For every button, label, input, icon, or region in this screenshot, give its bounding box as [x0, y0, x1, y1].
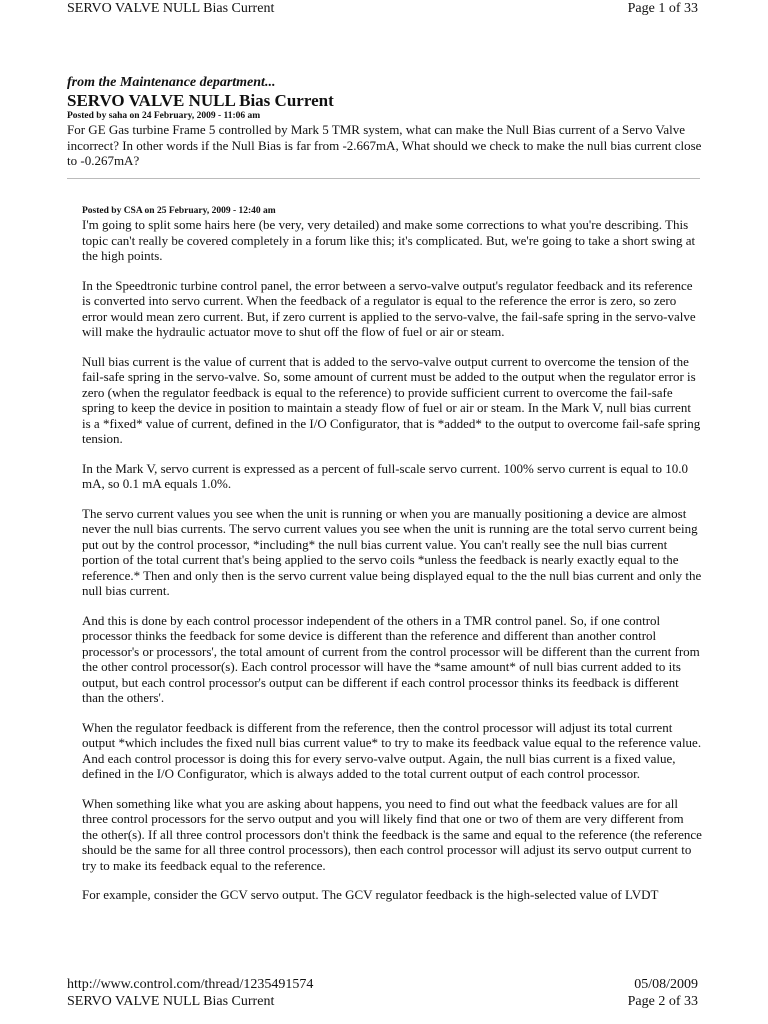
reply-paragraph: In the Speedtronic turbine control panel, the error between a servo-valve output's regulator feedback and its reference is converted into servo current. When the feedback of a regulator is equal to the reference the error is zero, so zero error would mean zero current. But, if zero current is applied to the servo-valve, the fail-safe spring in the servo-valve will make the hydraulic actuator move to shut off the flow of fuel or air or steam.: [82, 277, 696, 339]
reply-paragraph: For example, consider the GCV servo output. The GCV regulator feedback is the high-selected value of LVDT: [82, 887, 659, 902]
reply-paragraph: Null bias current is the value of current that is added to the servo-valve output current to overcome the tension of the fail-safe spring in the servo-valve. So, some amount of current must be added to the output when the regulator error is zero (when the regulator feedback is equal to the reference) to provide sufficient current to overcome the fail-safe spring to keep the device in position to maintain a steady flow of fuel or air or steam. In the Mark V, null bias current is a *fixed* value of current, defined in the I/O Configurator, that is *added* to the output to overcome fail-safe spring tension.: [82, 353, 701, 446]
divider: [67, 178, 700, 179]
footer-url[interactable]: http://www.control.com/thread/1235491574: [67, 977, 314, 992]
reply-posted-by: Posted by CSA on 25 February, 2009 - 12:40 am: [82, 206, 276, 216]
reply-post: [82, 205, 702, 917]
reply-paragraph: I'm going to split some hairs here (be very, very detailed) and make some corrections to what you're describing. This topic can't really be covered completely in a forum like this; it's complicated. But, we're going to take a short swing at the high points.: [82, 217, 696, 263]
footer-title: SERVO VALVE NULL Bias Current: [67, 994, 275, 1009]
reply-paragraph: When the regulator feedback is different from the reference, then the control processor will adjust its total current output *which includes the fixed null bias current value* to try to make its feedback value equal to the reference value. And each control processor is doing this for every servo-valve output. Again, the null bias current is a fixed value, defined in the I/O Configurator, which is always added to the total current output of each control processor.: [82, 719, 702, 781]
page-header: [67, 0, 698, 18]
header-title: SERVO VALVE NULL Bias Current: [67, 1, 275, 16]
page-footer: [67, 976, 698, 1016]
question-body: For GE Gas turbine Frame 5 controlled by Mark 5 TMR system, what can make the Null Bias current of a Servo Valve incorrect? In other words if the Null Bias is far from -2.667mA, What should we check to make the null bias current close to -0.267mA?: [67, 122, 702, 168]
footer-page-number: Page 2 of 33: [627, 994, 698, 1009]
reply-paragraph: In the Mark V, servo current is expressed as a percent of full-scale servo current. 100% servo current is equal to 10.0 mA, so 0.1 mA equals 1.0%.: [82, 460, 688, 491]
header-page-number: Page 1 of 33: [627, 1, 698, 16]
question-posted-by: Posted by saha on 24 February, 2009 - 11:06 am: [67, 111, 261, 121]
question-post: [67, 74, 703, 169]
reply-paragraph: When something like what you are asking about happens, you need to find out what the feedback values are for all three control processors for the servo output and you will likely find that one or two of them are very different from the other(s). If all three control processors don't think the feedback is the same and equal to the reference (the reference should be the same for all three control processors), then each control processor will adjust its servo output current to try to make its feedback equal to the reference.: [82, 795, 702, 873]
department-label: from the Maintenance department...: [67, 75, 276, 90]
footer-date: 05/08/2009: [634, 977, 698, 992]
reply-paragraph: And this is done by each control processor independent of the others in a TMR control panel. So, if one control processor thinks the feedback for some device is different than the reference and different than another control processor's or processors', the total amount of current from the control processor will be different than the current from the other control processor(s). Each control processor will have the *same amount* of null bias current added to its output, but each control processor's output can be different if each control processor thinks its feedback is different than the others'.: [82, 612, 700, 705]
thread-title: SERVO VALVE NULL Bias Current: [67, 91, 334, 110]
reply-paragraph: The servo current values you see when the unit is running or when you are manually positioning a device are almost never the null bias currents. The servo current values you see when the unit is running are the total servo current being put out by the control processor, *including* the null bias current value. You can't really see the null bias current portion of the total current that's being applied to the servo coils *unless the feedback is nearly exactly equal to the reference.* Then and only then is the servo current value being displayed equal to the the null bias current and only the null bias current.: [82, 505, 702, 598]
